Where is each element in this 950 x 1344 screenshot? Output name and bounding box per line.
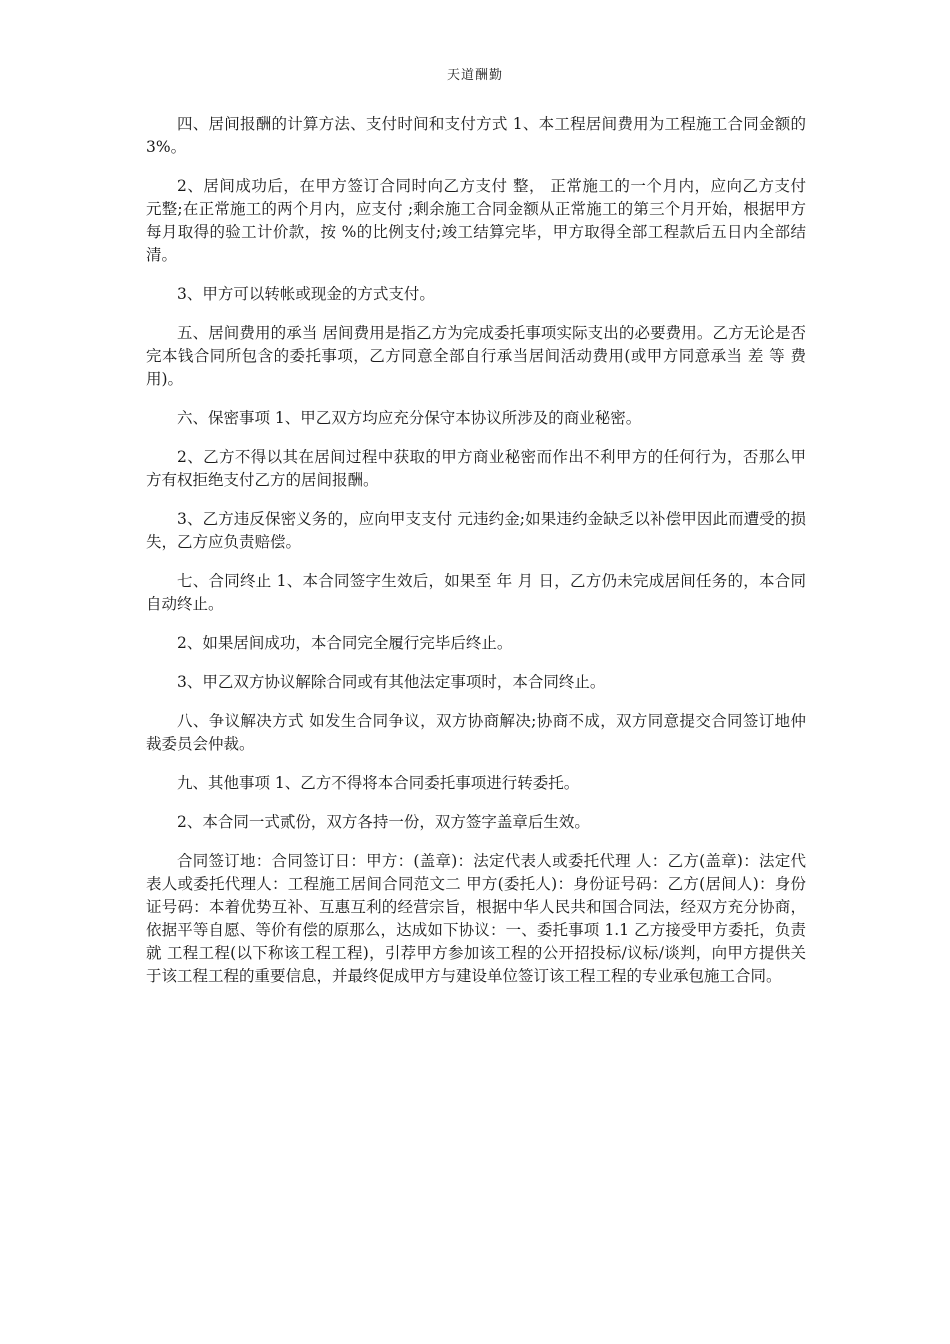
paragraph-section-9-item-2: 2、本合同一式贰份，双方各持一份，双方签字盖章后生效。 bbox=[177, 813, 590, 831]
paragraph-section-4-item-3: 3、甲方可以转帐或现金的方式支付。 bbox=[177, 285, 435, 303]
paragraph-section-6-item-3: 3、乙方违反保密义务的，应向甲支支付 元违约金;如果违约金缺乏以补偿甲因此而遭受的损失，乙方应负责赔偿。 bbox=[146, 510, 806, 551]
paragraph-section-4-item-2: 2、居间成功后，在甲方签订合同时向乙方支付 整， 正常施工的一个月内，应向乙方支付 元整;在正常施工的两个月内，应支付 ;剩余施工合同金额从正常施工的第三个月开始，根据甲方每月取得的验工计价款，按 %的比例支付;竣工结算完毕，甲方取得全部工程款后五日内全部结清。 bbox=[146, 177, 806, 264]
paragraph-signature-and-contract-2: 合同签订地：合同签订日：甲方：(盖章)：法定代表人或委托代理 人：乙方(盖章)：法定代表人或委托代理人：工程施工居间合同范文二 甲方(委托人)：身份证号码：乙方(居间人)：身份证号码：本着优势互补、互惠互利的经营宗旨，根据中华人民共和国合同法，经双方充分协商，依据平等自愿、等价有偿的原那么，达成如下协议：一、委托事项 1.1 乙方接受甲方委托，负责就 工程工程(以下称该工程工程)，引荐甲方参加该工程的公开招投标/议标/谈判，向甲方提供关于该工程工程的重要信息，并最终促成甲方与建设单位签订该工程工程的专业承包施工合同。 bbox=[146, 852, 806, 985]
document-body bbox=[146, 113, 806, 1004]
paragraph-section-7-item-2: 2、如果居间成功，本合同完全履行完毕后终止。 bbox=[177, 634, 513, 652]
paragraph-section-8: 八、争议解决方式 如发生合同争议，双方协商解决;协商不成，双方同意提交合同签订地仲裁委员会仲裁。 bbox=[146, 712, 806, 753]
paragraph-section-6-item-2: 2、乙方不得以其在居间过程中获取的甲方商业秘密而作出不利甲方的任何行为，否那么甲方有权拒绝支付乙方的居间报酬。 bbox=[146, 448, 806, 489]
page-header: 天道酬勤 bbox=[446, 68, 503, 83]
paragraph-section-4-item-1: 四、居间报酬的计算方法、支付时间和支付方式 1、本工程居间费用为工程施工合同金额的3%。 bbox=[146, 115, 806, 156]
paragraph-section-9-item-1: 九、其他事项 1、乙方不得将本合同委托事项进行转委托。 bbox=[177, 774, 580, 792]
paragraph-section-7-item-3: 3、甲乙双方协议解除合同或有其他法定事项时，本合同终止。 bbox=[177, 673, 606, 691]
paragraph-section-6-item-1: 六、保密事项 1、甲乙双方均应充分保守本协议所涉及的商业秘密。 bbox=[177, 409, 642, 427]
paragraph-section-5: 五、居间费用的承当 居间费用是指乙方为完成委托事项实际支出的必要费用。乙方无论是否完本钱合同所包含的委托事项，乙方同意全部自行承当居间活动费用(或甲方同意承当 差 等 费用)。 bbox=[146, 324, 806, 388]
paragraph-section-7-item-1: 七、合同终止 1、本合同签字生效后，如果至 年 月 日，乙方仍未完成居间任务的，本合同自动终止。 bbox=[146, 572, 806, 613]
